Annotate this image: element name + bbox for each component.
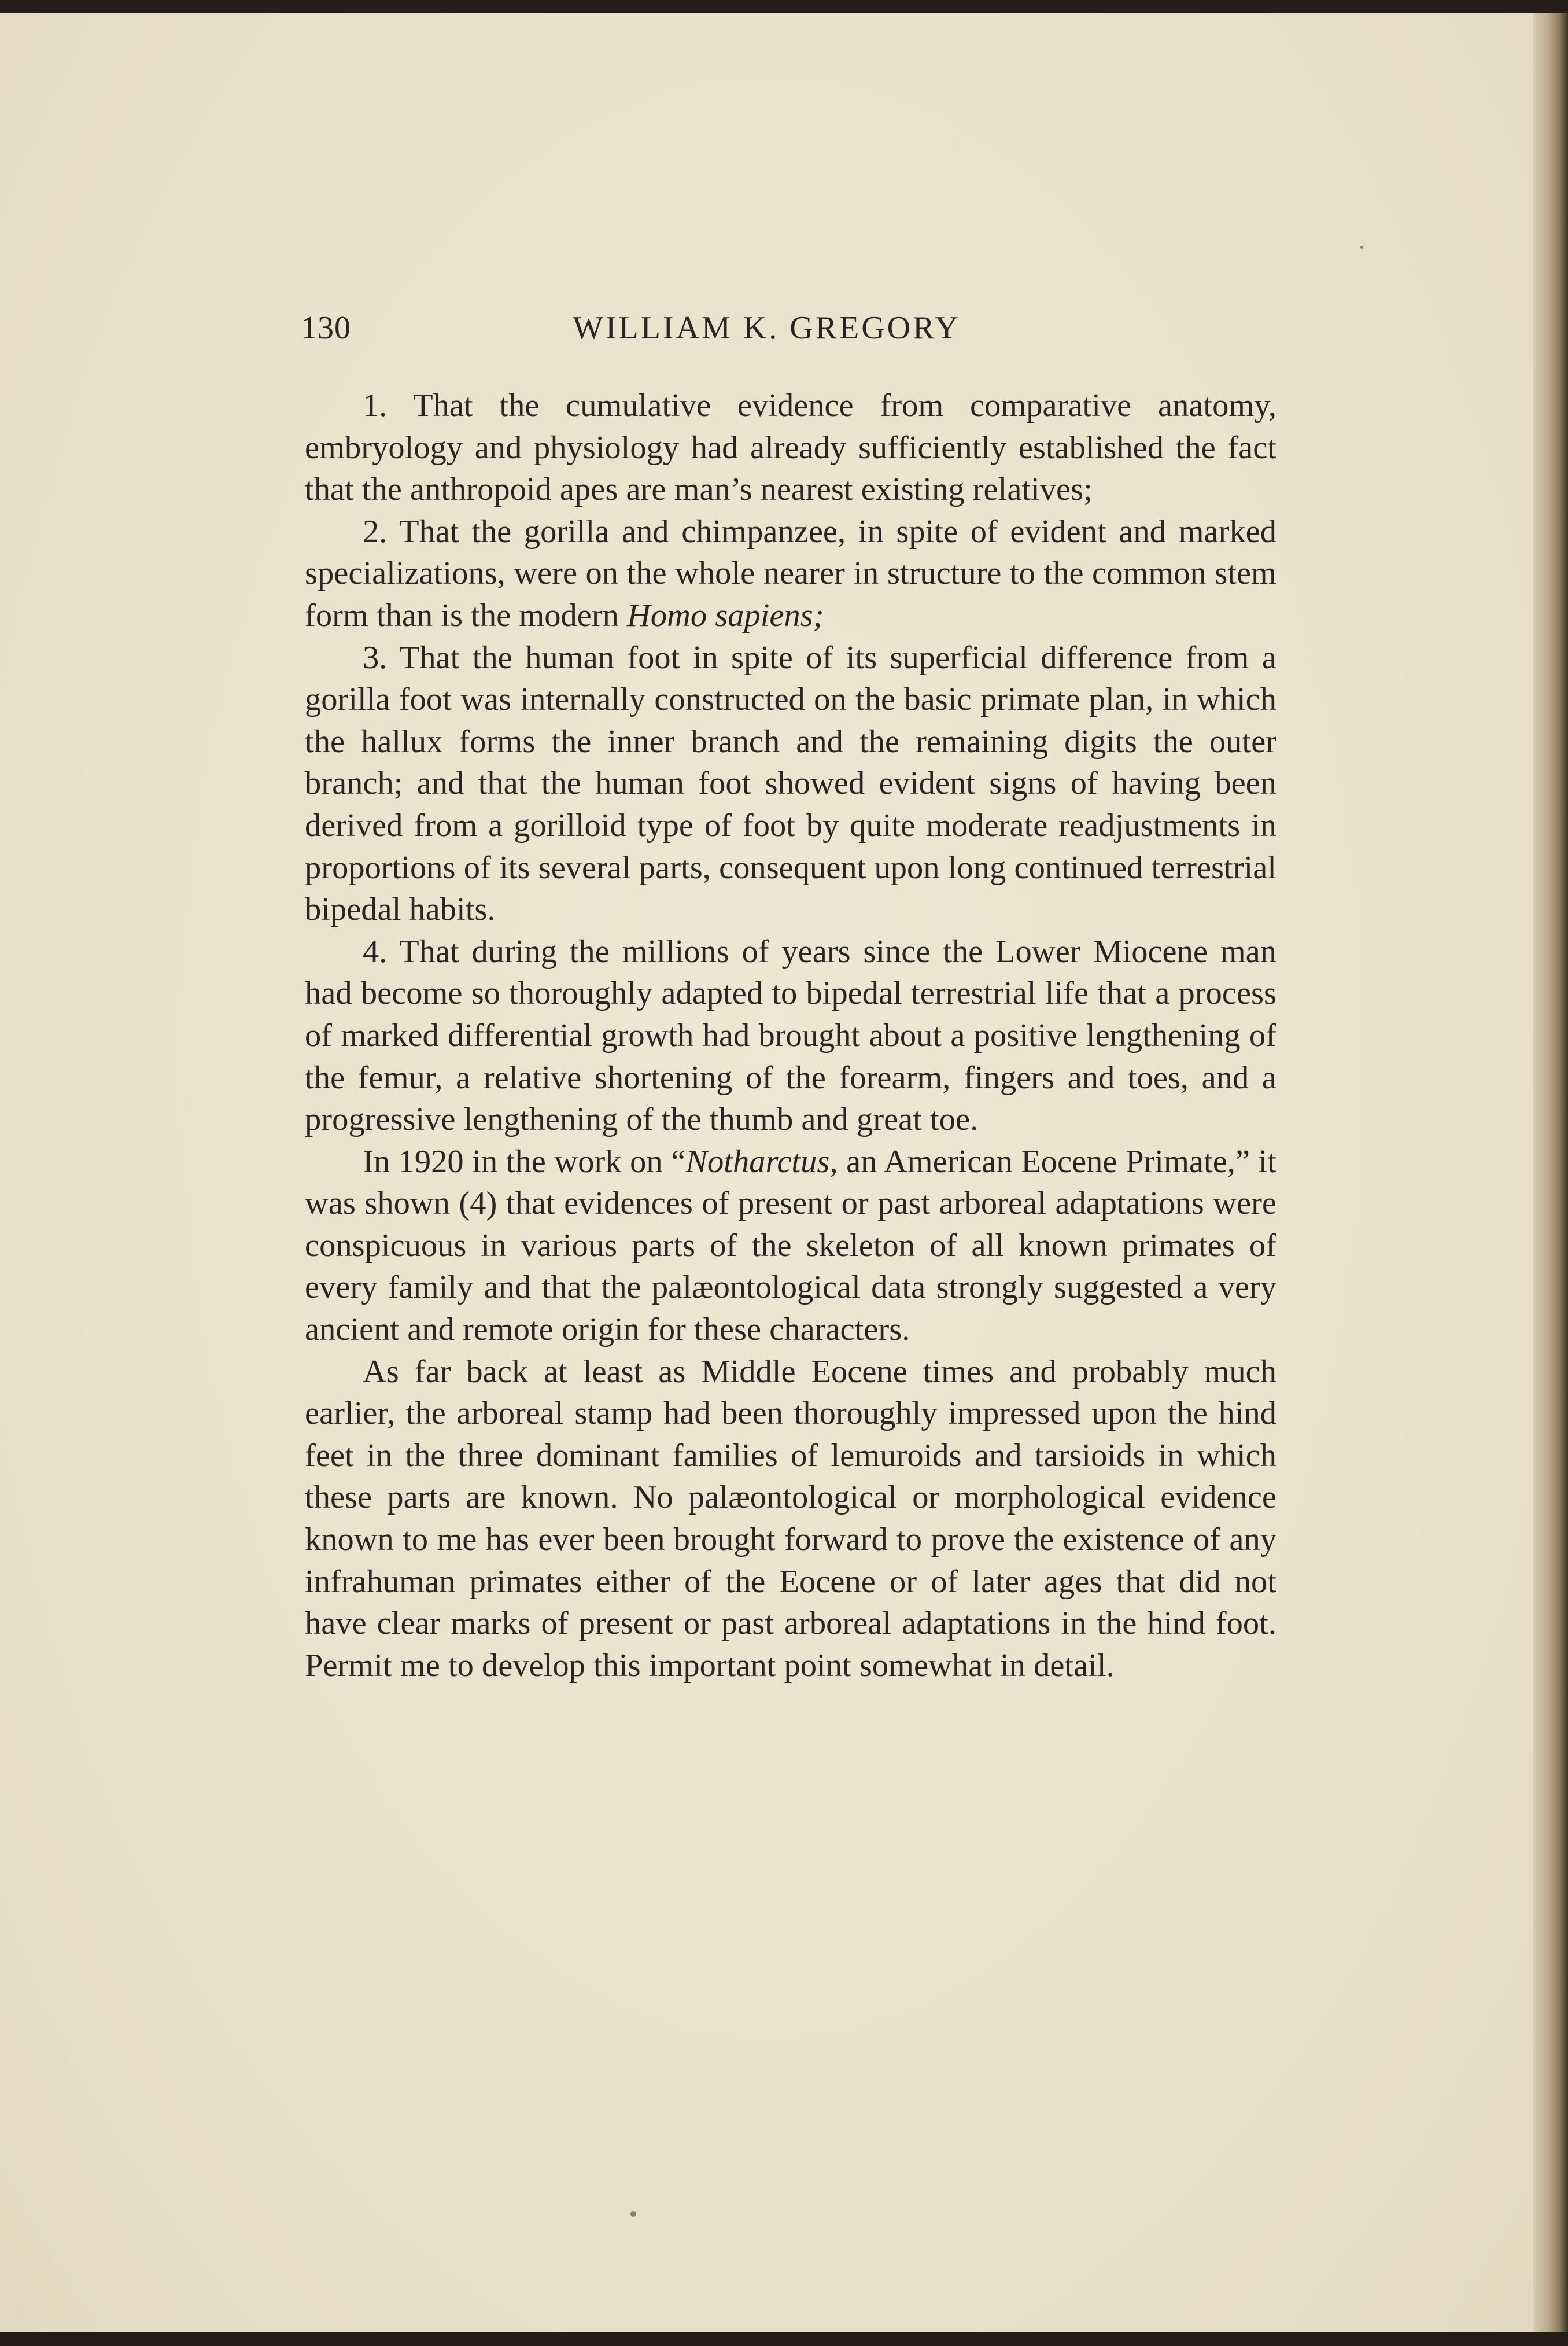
paragraph-5 bbox=[305, 1141, 1276, 1351]
paragraph-3 bbox=[305, 637, 1276, 931]
running-title: WILLIAM K. GREGORY bbox=[573, 310, 961, 346]
scan-bottom-edge bbox=[0, 2332, 1568, 2346]
paragraph-text: 2. That the gorilla and chimpanzee, in spite of evident and marked specializations, were on the whole nearer in structure to the common stem form than is the modern bbox=[305, 513, 1276, 634]
paragraph-6 bbox=[305, 1351, 1276, 1687]
paragraph-1 bbox=[305, 385, 1276, 511]
running-head bbox=[301, 310, 1307, 362]
paragraph-2 bbox=[305, 511, 1276, 637]
paragraph-4 bbox=[305, 931, 1276, 1141]
paper-speck bbox=[630, 2211, 636, 2217]
italic-species-name: Homo sapiens; bbox=[627, 597, 824, 634]
paragraph-text: 1. That the cumulative evidence from comparative anatomy, embryology and physiology had already sufficiently established the fact that the anthropoid apes are man’s nearest existing relatives; bbox=[305, 388, 1276, 508]
paragraph-text: 3. That the human foot in spite of its superficial difference from a gorilla foot was internally constructed on the basic primate plan, in which the hallux forms the inner branch and the remaining digits the outer branch; and that the human foot showed evident signs of having been derived from a gorilloid type of foot by quite moderate readjustments in proportions of its several parts, consequent upon long continued terrestrial bipedal habits. bbox=[305, 639, 1276, 928]
body-text bbox=[305, 385, 1276, 1686]
paragraph-text: an American Eocene Primate,” it was shown (4) that evidences of present or past arboreal adaptations were conspicuous in various parts of the skeleton of all known primates of every family and that the palæontological data strongly suggested a very ancient and remote origin for these characters. bbox=[305, 1143, 1276, 1348]
paragraph-text: In 1920 in the work on “ bbox=[363, 1143, 686, 1180]
spine-shadow bbox=[1533, 13, 1568, 2333]
paragraph-text: 4. That during the millions of years since the Lower Miocene man had become so thoroughly adapted to bipedal terrestrial life that a process of marked differential growth had brought about a positive lengthening of the femur, a relative shortening of the forearm, fingers and toes, and a progressive lengthening of the thumb and great toe. bbox=[305, 933, 1276, 1138]
paper-speck bbox=[1360, 246, 1363, 249]
paragraph-text: As far back at least as Middle Eocene times and probably much earlier, the arboreal stamp had been thoroughly impressed upon the hind feet in the three dominant families of lemuroids and tarsioids in which these parts are known. No palæontological or morphological evidence known to me has ever been brought forward to prove the existence of any infrahuman primates either of the Eocene or of later ages that did not have clear marks of present or past arboreal adaptations in the hind foot. Permit me to develop this important point somewhat in detail. bbox=[305, 1353, 1276, 1684]
italic-work-title: Notharctus, bbox=[685, 1143, 838, 1180]
page-number: 130 bbox=[301, 310, 351, 346]
